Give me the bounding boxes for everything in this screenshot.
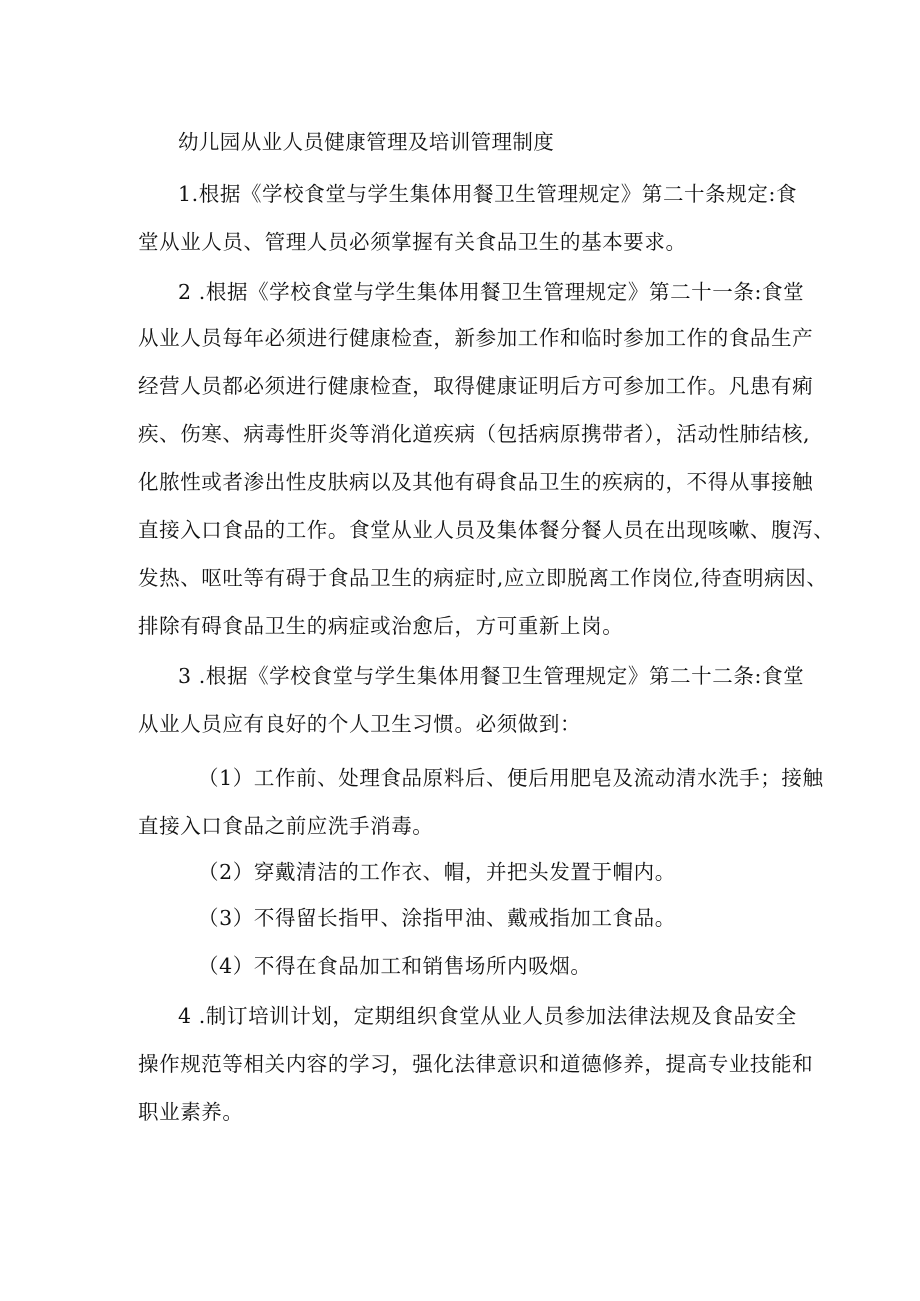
paragraph-2-line-3: 经营人员都必须进行健康检查，取得健康证明后方可参加工作。凡患有痢 xyxy=(138,374,814,398)
document-title: 幼儿园从业人员健康管理及培训管理制度 xyxy=(178,130,555,154)
paragraph-3-line-1: 3 .根据《学校食堂与学生集体用餐卫生管理规定》第二十二条:食堂 xyxy=(178,664,805,688)
paragraph-4-line-2: 操作规范等相关内容的学习，强化法律意识和道德修养，提高专业技能和 xyxy=(138,1052,814,1076)
paragraph-2-line-5: 化脓性或者渗出性皮肤病以及其他有碍食品卫生的疾病的，不得从事接触 xyxy=(138,470,814,494)
paragraph-2-line-8: 排除有碍食品卫生的病症或治愈后，方可重新上岗。 xyxy=(138,614,624,638)
paragraph-2-line-7: 发热、呕吐等有碍于食品卫生的病症时,应立即脱离工作岗位,待查明病因、 xyxy=(138,566,828,590)
paragraph-1-line-2: 堂从业人员、管理人员必须掌握有关食品卫生的基本要求。 xyxy=(138,230,687,254)
paragraph-2-line-2: 从业人员每年必须进行健康检查，新参加工作和临时参加工作的食品生产 xyxy=(138,326,814,350)
paragraph-1-line-1: 1.根据《学校食堂与学生集体用餐卫生管理规定》第二十条规定:食 xyxy=(178,182,798,206)
paragraph-4-line-3: 职业素养。 xyxy=(138,1100,244,1124)
item-1-line-1: （1）工作前、处理食品原料后、便后用肥皂及流动清水洗手；接触 xyxy=(198,766,824,790)
item-3: （3）不得留长指甲、涂指甲油、戴戒指加工食品。 xyxy=(198,906,676,930)
paragraph-3-line-2: 从业人员应有良好的个人卫生习惯。必须做到： xyxy=(138,712,582,736)
paragraph-2-line-1: 2 .根据《学校食堂与学生集体用餐卫生管理规定》第二十一条:食堂 xyxy=(178,280,805,304)
item-2: （2）穿戴清洁的工作衣、帽，并把头发置于帽内。 xyxy=(198,860,676,884)
paragraph-2-line-6: 直接入口食品的工作。食堂从业人员及集体餐分餐人员在出现咳嗽、腹泻、 xyxy=(138,518,835,542)
item-4: （4）不得在食品加工和销售场所内吸烟。 xyxy=(198,954,592,978)
paragraph-4-line-1: 4 .制订培训计划，定期组织食堂从业人员参加法律法规及食品安全 xyxy=(178,1004,797,1028)
paragraph-2-line-4: 疾、伤寒、病毒性肝炎等消化道疾病（包括病原携带者），活动性肺结核, xyxy=(138,422,811,446)
item-1-line-2: 直接入口食品之前应洗手消毒。 xyxy=(138,814,434,838)
